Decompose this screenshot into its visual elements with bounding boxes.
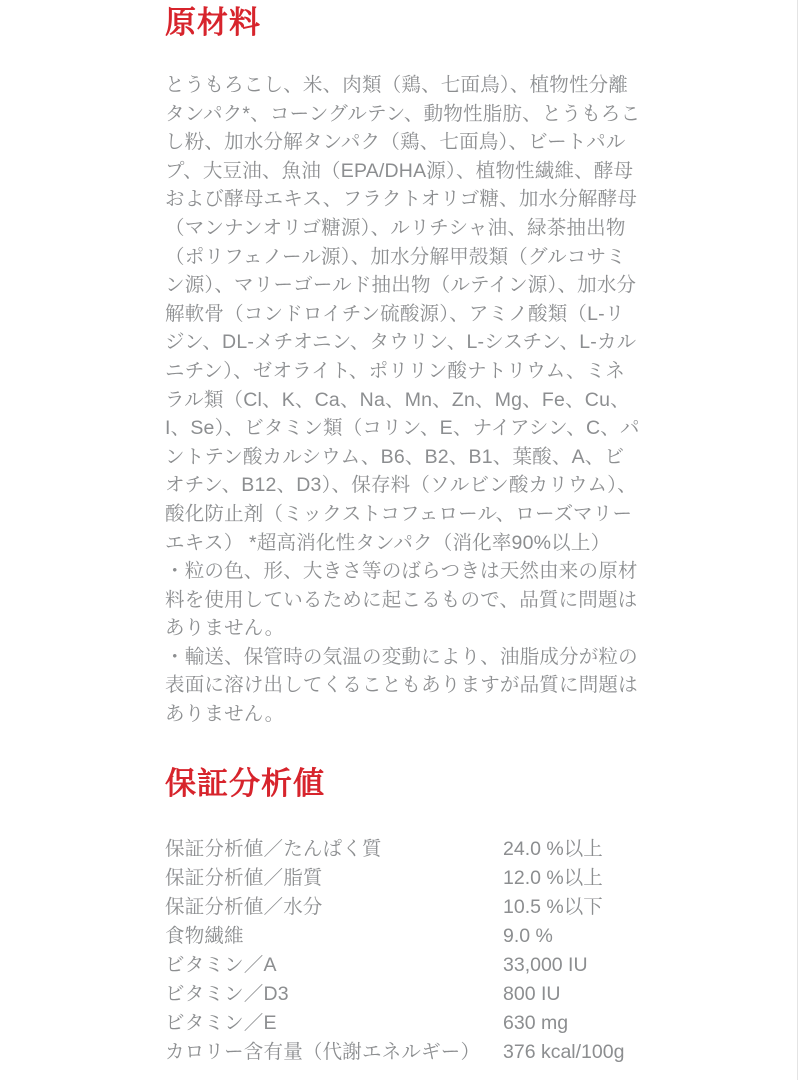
ingredients-note-transport: ・輸送、保管時の気温の変動により、油脂成分が粒の表面に溶け出してくることもありますが品質に問題はありません。: [165, 645, 638, 726]
guaranteed-analysis-section: [165, 765, 643, 1067]
ingredients-note-kibble-variation: ・粒の色、形、大きさ等のばらつきは天然由来の原材料を使用しているために起こるもので、品質に問題はありません。: [165, 560, 638, 640]
ingredients-heading: 原材料: [165, 5, 261, 40]
guaranteed-analysis-table: [165, 835, 643, 1067]
guaranteed-analysis-heading: 保証分析値: [165, 765, 325, 801]
analysis-row-vitamin-d3: [165, 980, 643, 1009]
analysis-value: 9.0 %: [503, 924, 553, 947]
analysis-label: 保証分析値／脂質: [165, 866, 323, 889]
analysis-row-moisture: [165, 893, 643, 922]
analysis-row-vitamin-a: [165, 951, 643, 980]
analysis-row-fiber: [165, 922, 643, 951]
analysis-row-calories: [165, 1038, 643, 1067]
analysis-value: 800 IU: [503, 982, 561, 1005]
analysis-value: 630 mg: [503, 1011, 569, 1034]
analysis-value: 12.0 %以上: [503, 866, 603, 889]
analysis-label: 保証分析値／水分: [165, 895, 323, 918]
analysis-row-fat: [165, 864, 643, 893]
analysis-label: 保証分析値／たんぱく質: [165, 837, 382, 860]
analysis-label: 食物繊維: [165, 924, 244, 947]
analysis-value: 33,000 IU: [503, 953, 588, 976]
analysis-row-protein: [165, 835, 643, 864]
analysis-value: 376 kcal/100g: [503, 1040, 625, 1063]
analysis-value: 10.5 %以下: [503, 895, 603, 918]
ingredients-text: とうもろこし、米、肉類（鶏、七面鳥）、植物性分離タンパク*、コーングルテン、動物性脂肪、とうもろこし粉、加水分解タンパク（鶏、七面鳥）、ビートパルプ、大豆油、魚油（EPA/DHA源）、植物性繊維、酵母および酵母エキス、フラクトオリゴ糖、加水分解酵母（マンナンオリゴ糖源）、ルリチシャ油、緑茶抽出物（ポリフェノール源）、加水分解甲殻類（グルコサミン源）、マリーゴールド抽出物（ルテイン源）、加水分解軟骨（コンドロイチン硫酸源）、アミノ酸類（L-リジン、DL-メチオニン、タウリン、L-シスチン、L-カルニチン）、ゼオライト、ポリリン酸ナトリウム、ミネラル類（Cl、K、Ca、Na、Mn、Zn、Mg、Fe、Cu、I、Se）、ビタミン類（コリン、E、ナイアシン、C、パントテン酸カルシウム、B6、B2、B1、葉酸、A、ビオチン、B12、D3）、保存料（ソルビン酸カリウム）、酸化防止剤（ミックストコフェロール、ローズマリーエキス） *超高消化性タンパク（消化率90%以上）: [165, 74, 641, 554]
analysis-label: カロリー含有量（代謝エネルギー）: [165, 1040, 481, 1063]
analysis-label: ビタミン／A: [165, 953, 277, 976]
ingredients-section: [165, 4, 643, 729]
analysis-row-vitamin-e: [165, 1009, 643, 1038]
analysis-value: 24.0 %以上: [503, 837, 603, 860]
analysis-label: ビタミン／D3: [165, 982, 289, 1005]
analysis-label: ビタミン／E: [165, 1011, 277, 1034]
